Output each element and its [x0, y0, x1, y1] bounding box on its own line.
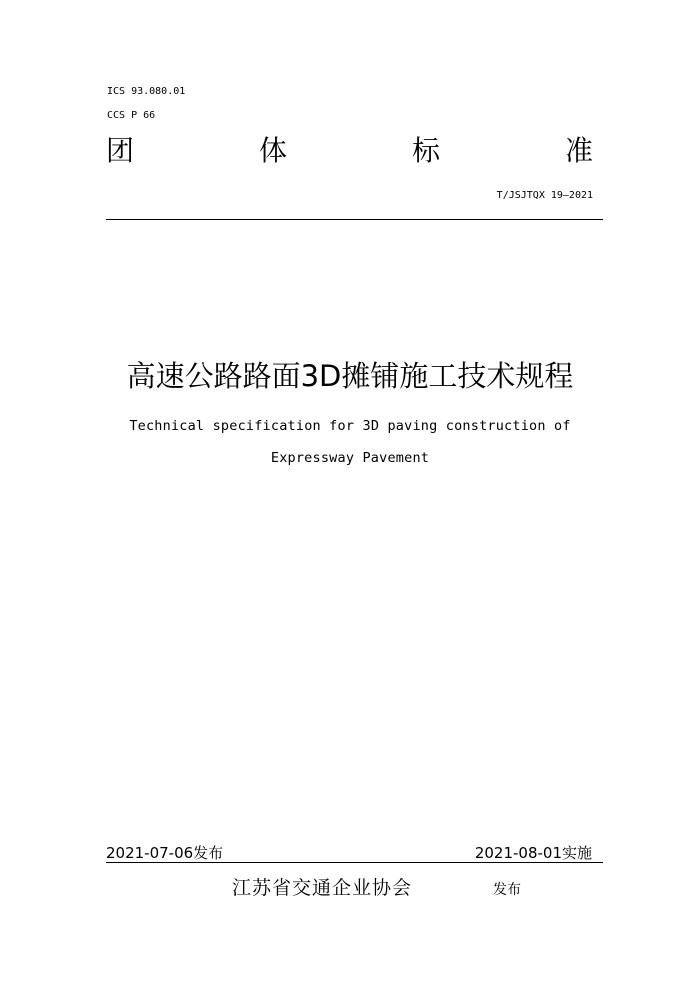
title-chinese: 高速公路路面3D摊铺施工技术规程 [126, 359, 574, 393]
category-char-2: 体 [259, 134, 288, 167]
top-divider [106, 219, 603, 220]
category-char-3: 标 [412, 134, 441, 167]
standard-number: T/JSJTQX 19—2021 [496, 190, 593, 201]
title-english-line-1: Technical specification for 3D paving construction of [129, 418, 571, 434]
issuer-name: 江苏省交通企业协会 [232, 877, 413, 899]
title-english-line-2: Expressway Pavement [270, 450, 430, 466]
ccs-code: CCS P 66 [107, 110, 156, 121]
category-char-4: 准 [565, 134, 594, 167]
issued-label: 发布 [493, 882, 521, 898]
publish-date: 2021-07-06发布 [106, 844, 224, 862]
implement-date: 2021-08-01实施 [474, 844, 592, 862]
category-char-1: 团 [106, 134, 135, 167]
bottom-divider [106, 862, 603, 863]
ics-code: ICS 93.080.01 [107, 86, 186, 97]
